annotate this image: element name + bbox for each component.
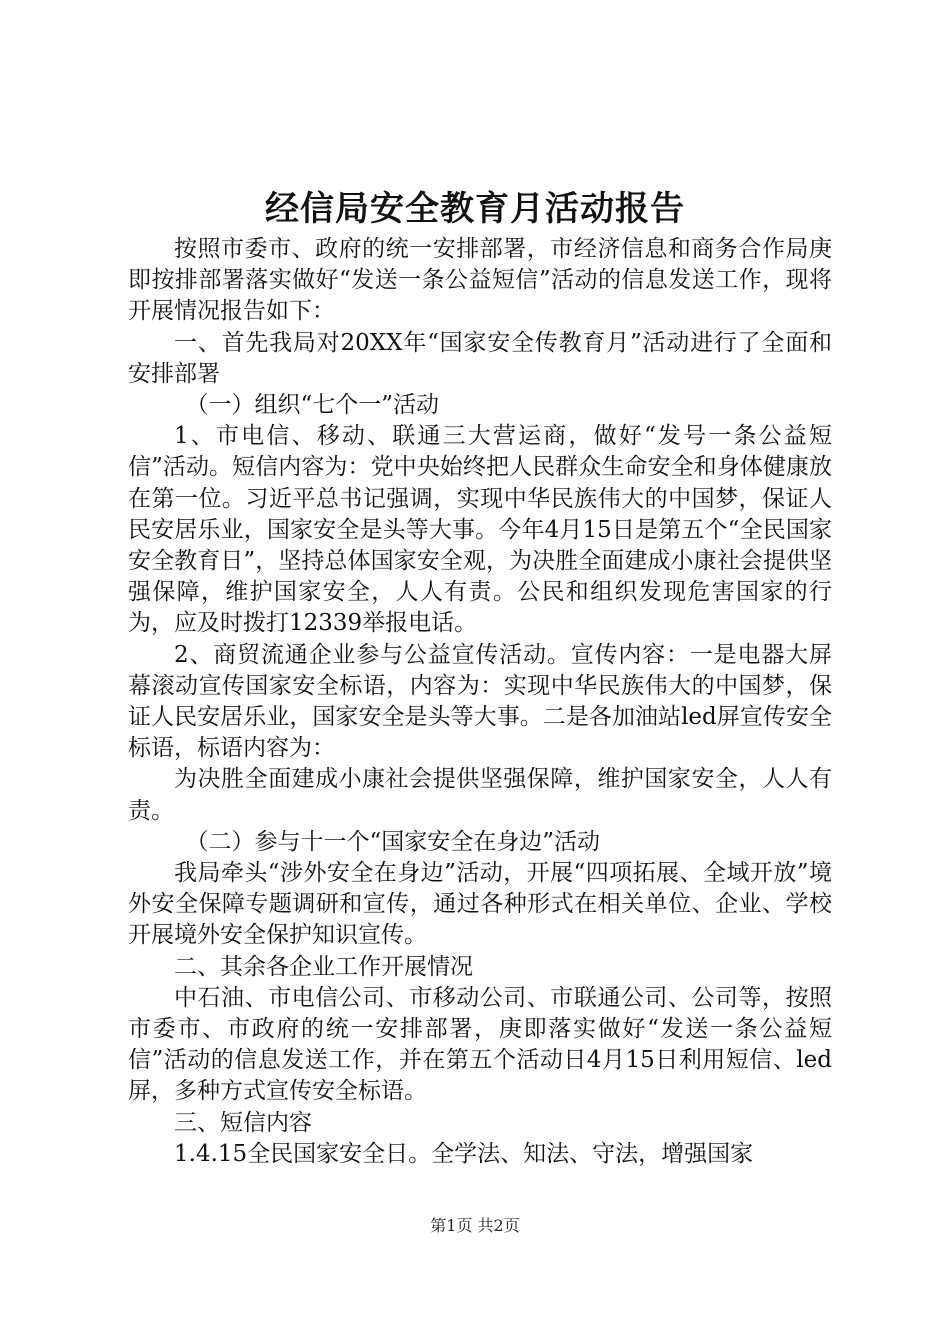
paragraph-subsection-1-heading: （一）组织“七个一”活动: [185, 392, 440, 419]
document-body: [128, 234, 832, 1170]
paragraph-subsection-2-heading: （二）参与十一个“国家安全在身边”活动: [185, 828, 601, 855]
paragraph-item-1: 1、市电信、移动、联通三大营运商，做好“发号一条公益短信”活动。短信内容为：党中央始终把人民群众生命安全和身体健康放在第一位。习近平总书记强调，实现中华民族伟大的中国梦，保证人民安居乐业，国家安全是头等大事。今年4月15日是第五个“全民国家安全教育日”，坚持总体国家安全观，为决胜全面建成小康社会提供坚强保障，维护国家安全，人人有责。公民和组织发现危害国家的行为，应及时拨打12339举报电话。: [128, 423, 832, 637]
page-footer: 第1页 共2页: [430, 1216, 520, 1235]
paragraph-section-3-heading: 三、短信内容: [174, 1109, 312, 1136]
paragraph-intro: 按照市委市、政府的统一安排部署，市经济信息和商务合作局庚即按排部署落实做好“发送一条公益短信”活动的信息发送工作，现将开展情况报告如下：: [128, 236, 832, 325]
page-title: 经信局安全教育月活动报告: [265, 189, 685, 229]
paragraph-slogan: 为决胜全面建成小康社会提供坚强保障，维护国家安全，人人有责。: [128, 766, 832, 824]
paragraph-item-2: 2、商贸流通企业参与公益宣传活动。宣传内容：一是电器大屏幕滚动宣传国家安全标语，内容为：实现中华民族伟大的中国梦，保证人民安居乐业，国家安全是头等大事。二是各加油站led屏宣传安全标语，标语内容为：: [128, 641, 832, 762]
paragraph-section-2-heading: 二、其余各企业工作开展情况: [174, 953, 473, 980]
paragraph-enterprises: 中石油、市电信公司、市移动公司、市联通公司、公司等，按照市委市、市政府的统一安排部署，庚即落实做好“发送一条公益短信”活动的信息发送工作，并在第五个活动日4月15日利用短信、led屏，多种方式宣传安全标语。: [128, 984, 832, 1105]
paragraph-section-1-heading: 一、首先我局对20XX年“国家安全传教育月”活动进行了全面和安排部署: [128, 329, 832, 387]
paragraph-foreign-safety: 我局牵头“涉外安全在身边”活动，开展“四项拓展、全域开放”境外安全保障专题调研和宣传，通过各种形式在相关单位、企业、学校开展境外安全保护知识宣传。: [128, 860, 832, 949]
paragraph-sms-content: 1.4.15全民国家安全日。全学法、知法、守法，增强国家: [174, 1140, 754, 1167]
